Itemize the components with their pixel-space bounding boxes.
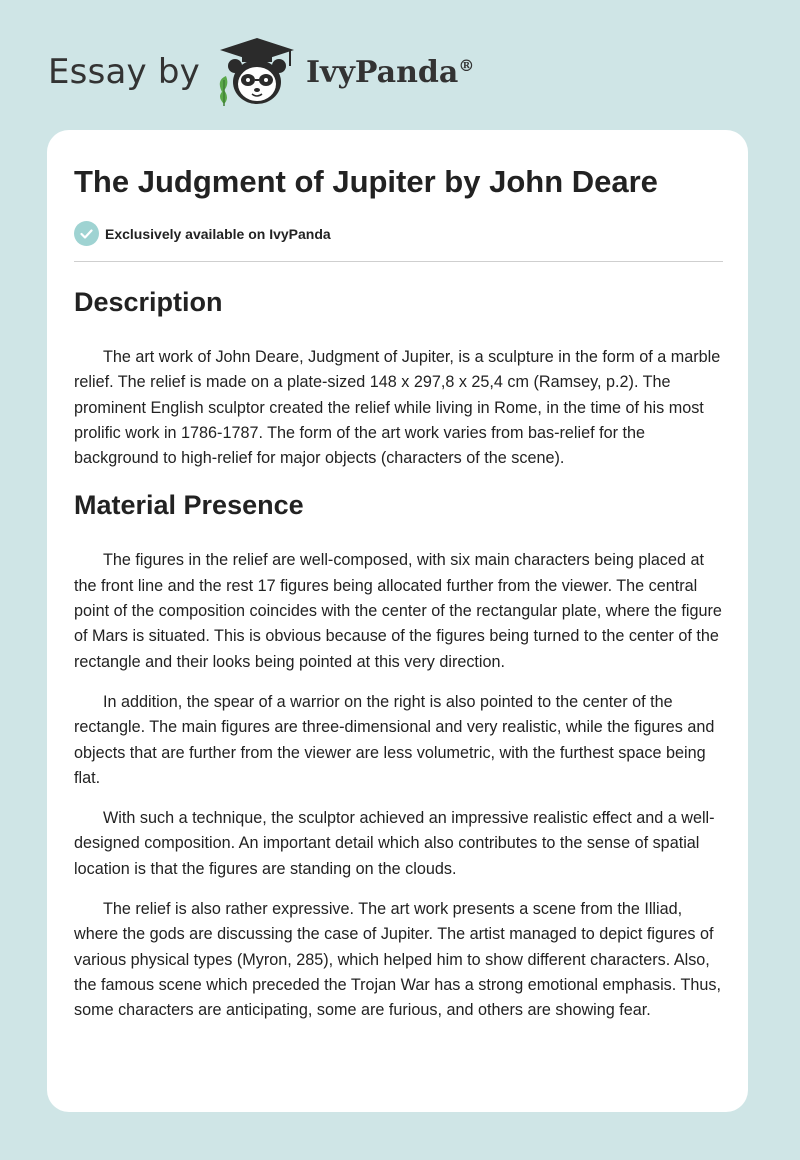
exclusive-badge-label: Exclusively available on IvyPanda <box>105 225 331 242</box>
paragraph: The figures in the relief are well-composed, with six main characters being placed at the front line and the rest 17 figures being allocated further from the viewer. The central point of the composition coincides with the center of the rectangular plate, where the figure of Mars is situated. This is obvious because of the figures being turned to the center of the rectangle and their looks being pointed at this very direction. <box>74 551 722 671</box>
paragraph: The art work of John Deare, Judgment of Jupiter, is a sculpture in the form of a marble relief. The relief is made on a plate-sized 148 x 297,8 x 25,4 cm (Ramsey, p.2). The prominent English sculptor created the relief while living in Rome, in the time of his most prolific work in 1786-1787. The form of the art work varies from bas-relief for the background to high-relief for major objects (characters of the scene). <box>74 348 721 468</box>
section-heading-material-presence: Material Presence <box>74 490 304 521</box>
paragraph: The relief is also rather expressive. The art work presents a scene from the Illiad, where the gods are discussing the case of Jupiter. The artist managed to depict figures of various physical types (Myron, 285), which helped him to show different characters. Also, the famous scene which preceded the Trojan War has a strong emotional emphasis. Thus, some characters are anticipating, some are furious, and others are showing fear. <box>74 900 721 1020</box>
essay-by-label: Essay by <box>48 52 200 92</box>
page-title: The Judgment of Jupiter by John Deare <box>74 164 658 199</box>
registered-mark: ® <box>458 55 475 75</box>
brand-name[interactable]: IvyPanda® <box>305 54 475 90</box>
check-icon <box>74 221 99 246</box>
paragraph: In addition, the spear of a warrior on the right is also pointed to the center of the rectangle. The main figures are three-dimensional and very realistic, while the figures and objects that are further from the viewer are less volumetric, with the furthest space being flat. <box>74 692 715 787</box>
panda-graduate-icon[interactable] <box>212 36 302 108</box>
essay-body <box>74 280 724 1024</box>
divider <box>74 261 723 262</box>
brand-header <box>48 36 474 108</box>
paragraph: With such a technique, the sculptor achieved an impressive realistic effect and a well-designed composition. An important detail which also contributes to the sense of spatial location is that the figures are standing on the clouds. <box>74 809 715 878</box>
exclusive-badge <box>74 221 331 246</box>
essay-card <box>47 130 748 1112</box>
section-heading-description: Description <box>74 287 223 317</box>
